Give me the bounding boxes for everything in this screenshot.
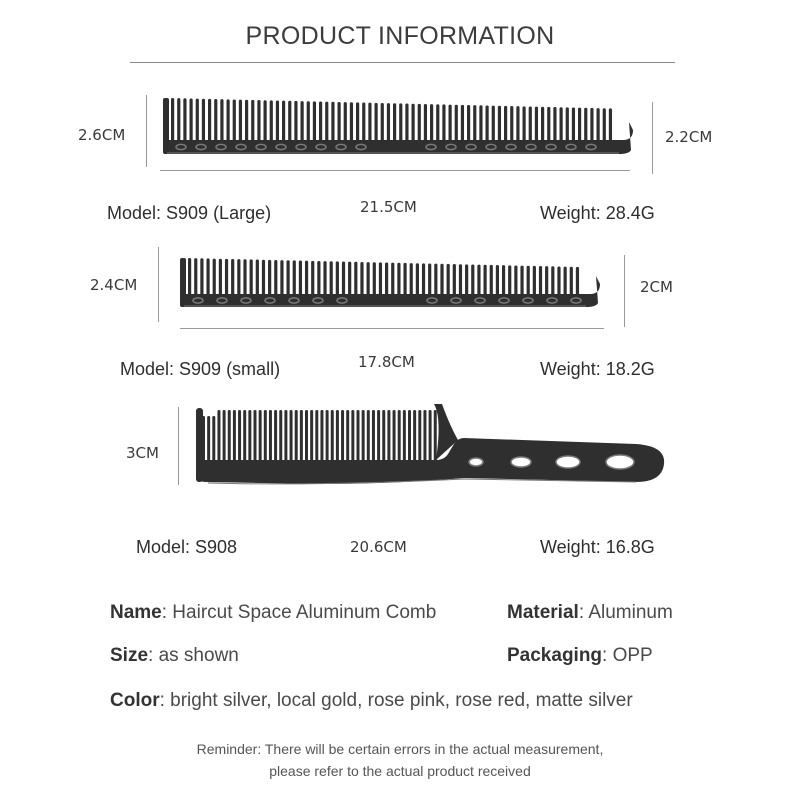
- comb2-length: 17.8CM: [358, 353, 415, 371]
- height-indicator-right: [652, 102, 653, 174]
- comb1-height-right: 2.2CM: [665, 128, 713, 146]
- comb2-weight: Weight: 18.2G: [540, 359, 655, 379]
- comb2-height-right: 2CM: [640, 278, 673, 296]
- comb2-height-left: 2.4CM: [90, 276, 138, 294]
- large-tail-less-comb-icon: [163, 92, 633, 162]
- comb1-model: Model: S909 (Large): [107, 203, 272, 223]
- spec-color-label: Color: [110, 690, 160, 711]
- spec-material-label: Material: [507, 602, 579, 623]
- reminder-note: [0, 738, 800, 782]
- comb3-length: 20.6CM: [350, 538, 407, 556]
- comb3-weight: Weight: 16.8G: [540, 537, 655, 557]
- spec-material-value: : Aluminum: [578, 602, 673, 623]
- spec-color-value: : bright silver, local gold, rose pink, rose red, matte silver: [159, 690, 633, 711]
- height-indicator-left: [158, 247, 159, 322]
- reminder-line-2: please refer to the actual product received: [269, 763, 531, 779]
- page-title: PRODUCT INFORMATION: [245, 22, 555, 50]
- spec-size-value: : as shown: [148, 645, 239, 666]
- comb3-model: Model: S908: [136, 537, 238, 557]
- handle-comb-icon: [196, 398, 676, 488]
- comb1-height-left: 2.6CM: [78, 126, 126, 144]
- spec-packaging-label: Packaging: [507, 645, 603, 666]
- spec-size: [110, 645, 239, 667]
- spec-name-value: : Haircut Space Aluminum Comb: [161, 602, 437, 623]
- small-tail-less-comb-icon: [180, 252, 600, 312]
- spec-name-label: Name: [110, 602, 162, 623]
- spec-name: [110, 602, 436, 624]
- spec-packaging: [507, 645, 653, 667]
- height-indicator-left: [178, 407, 179, 485]
- spec-color: [110, 690, 633, 712]
- length-indicator: [160, 170, 630, 171]
- height-indicator-left: [146, 95, 147, 167]
- title-divider: [130, 62, 675, 63]
- spec-packaging-value: : OPP: [602, 645, 653, 666]
- comb1-weight: Weight: 28.4G: [540, 203, 655, 223]
- height-indicator-right: [624, 255, 625, 327]
- spec-size-label: Size: [110, 645, 149, 666]
- length-indicator: [180, 328, 604, 329]
- comb2-model: Model: S909 (small): [120, 359, 281, 379]
- spec-material: [507, 602, 673, 624]
- comb1-length: 21.5CM: [360, 198, 417, 216]
- comb3-height-left: 3CM: [126, 444, 159, 462]
- reminder-line-1: Reminder: There will be certain errors in the actual measurement,: [196, 741, 604, 757]
